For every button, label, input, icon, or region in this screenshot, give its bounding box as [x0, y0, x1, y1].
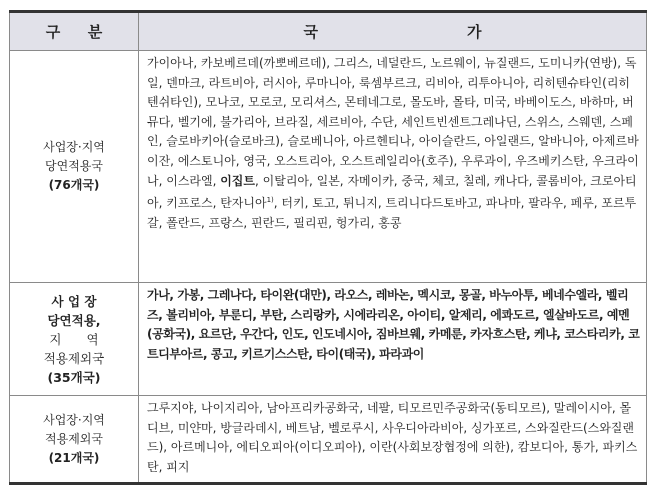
header-country-char: 가: [467, 23, 482, 41]
countries-cell: [139, 51, 647, 283]
table-row: [10, 283, 647, 396]
countries-text: 가이아나, 카보베르데(까뽀베르데), 그리스, 네덜란드, 노르웨이, 뉴질랜드, 도미니카(연방), 독일, 덴마크, 라트비아, 러시아, 루마니아, 룩셈부르크, 리비아, 리투아니아, 리히텐슈타인(리히텐쉬타인), 모나코, 모로코, 모리셔스, 몬테네그로, 몰도바, 몰타, 미국, 바베이도스, 바하마, 버뮤다, 벨기에, 불가리아, 브라질, 세르비아, 수단, 세인트빈센트그레나딘, 스위스, 스웨덴, 스페인, 슬로바키아(슬로바크), 슬로베니아, 아르헨티나, 아이슬란드, 아일랜드, 알바니아, 아제르바이잔, 에스토니아, 영국, 오스트리아, 오스트레일리아(호주), 우루과이, 우즈베키스탄, 우크라이나, 이스라엘,: [147, 56, 639, 188]
header-category: [10, 12, 139, 51]
header-country: [139, 12, 647, 51]
country-table-container: [9, 10, 647, 485]
category-cell: [10, 51, 139, 283]
country-classification-table: [9, 10, 647, 485]
header-row: [10, 12, 647, 51]
table-row: [10, 396, 647, 484]
category-line: 적용제외국: [45, 431, 103, 446]
countries-cell: [139, 396, 647, 484]
category-count: (35개국): [47, 369, 101, 385]
table-row: [10, 51, 647, 283]
category-cell: [10, 396, 139, 484]
countries-text: 그루지야, 나이지리아, 남아프리카공화국, 네팔, 티모르민주공화국(동티모르), 말레이시아, 몰디브, 미얀마, 방글라데시, 베트남, 벨로루시, 사우디아라비아, 싱가포르, 스와질란드(스와질랜드), 아르메니아, 에티오피아(이디오피아), 이란(사회보장협정에 의한), 캄보디아, 통가, 파키스탄, 피지: [147, 401, 638, 474]
countries-text: , 터키, 토고, 튀니지, 트리니다드토바고, 파나마, 팔라우, 페루, 포르투갈, 폴란드, 프랑스, 핀란드, 필리핀, 헝가리, 홍콩: [147, 196, 637, 230]
countries-highlight: 이집트: [220, 173, 255, 188]
category-cell: [10, 283, 139, 396]
category-count: (76개국): [48, 178, 100, 192]
header-category-char: 구: [45, 23, 61, 41]
category-line: 당연적용,: [47, 312, 101, 328]
header-country-char: 국: [303, 23, 318, 41]
category-line: 당연적용국: [45, 159, 103, 173]
footnote-marker: 1): [266, 196, 274, 205]
category-count: (21개국): [48, 450, 100, 465]
countries-text: 가나, 가봉, 그레나다, 타이완(대만), 라오스, 레바논, 멕시코, 몽골, 바누아투, 베네수엘라, 벨리즈, 볼리비아, 부룬디, 부탄, 스리랑카, 시에라리온, 아이티, 알제리, 에콰도르, 엘살바도르, 예멘(공화국), 요르단, 우간다, 인도, 인도네시아, 짐바브웨, 카메룬, 카자흐스탄, 케냐, 코스타리카, 코트디부아르, 콩고, 키르기스스탄, 타이(태국), 파라과이: [147, 288, 640, 361]
category-line: 적용제외국: [43, 350, 105, 366]
countries-text: , 이탈리아, 일본, 자메이카, 중국, 체코, 칠레, 캐나다, 콜롬비아, 크로아티아, 키프로스, 탄자니아: [147, 173, 637, 211]
category-line: 사업장·지역: [43, 412, 105, 427]
header-category-char: 분: [87, 23, 103, 41]
category-line: 사업장·지역: [43, 140, 105, 154]
countries-cell: [139, 283, 647, 396]
category-line: 지 역: [49, 331, 99, 347]
category-line: 사 업 장: [51, 293, 97, 309]
